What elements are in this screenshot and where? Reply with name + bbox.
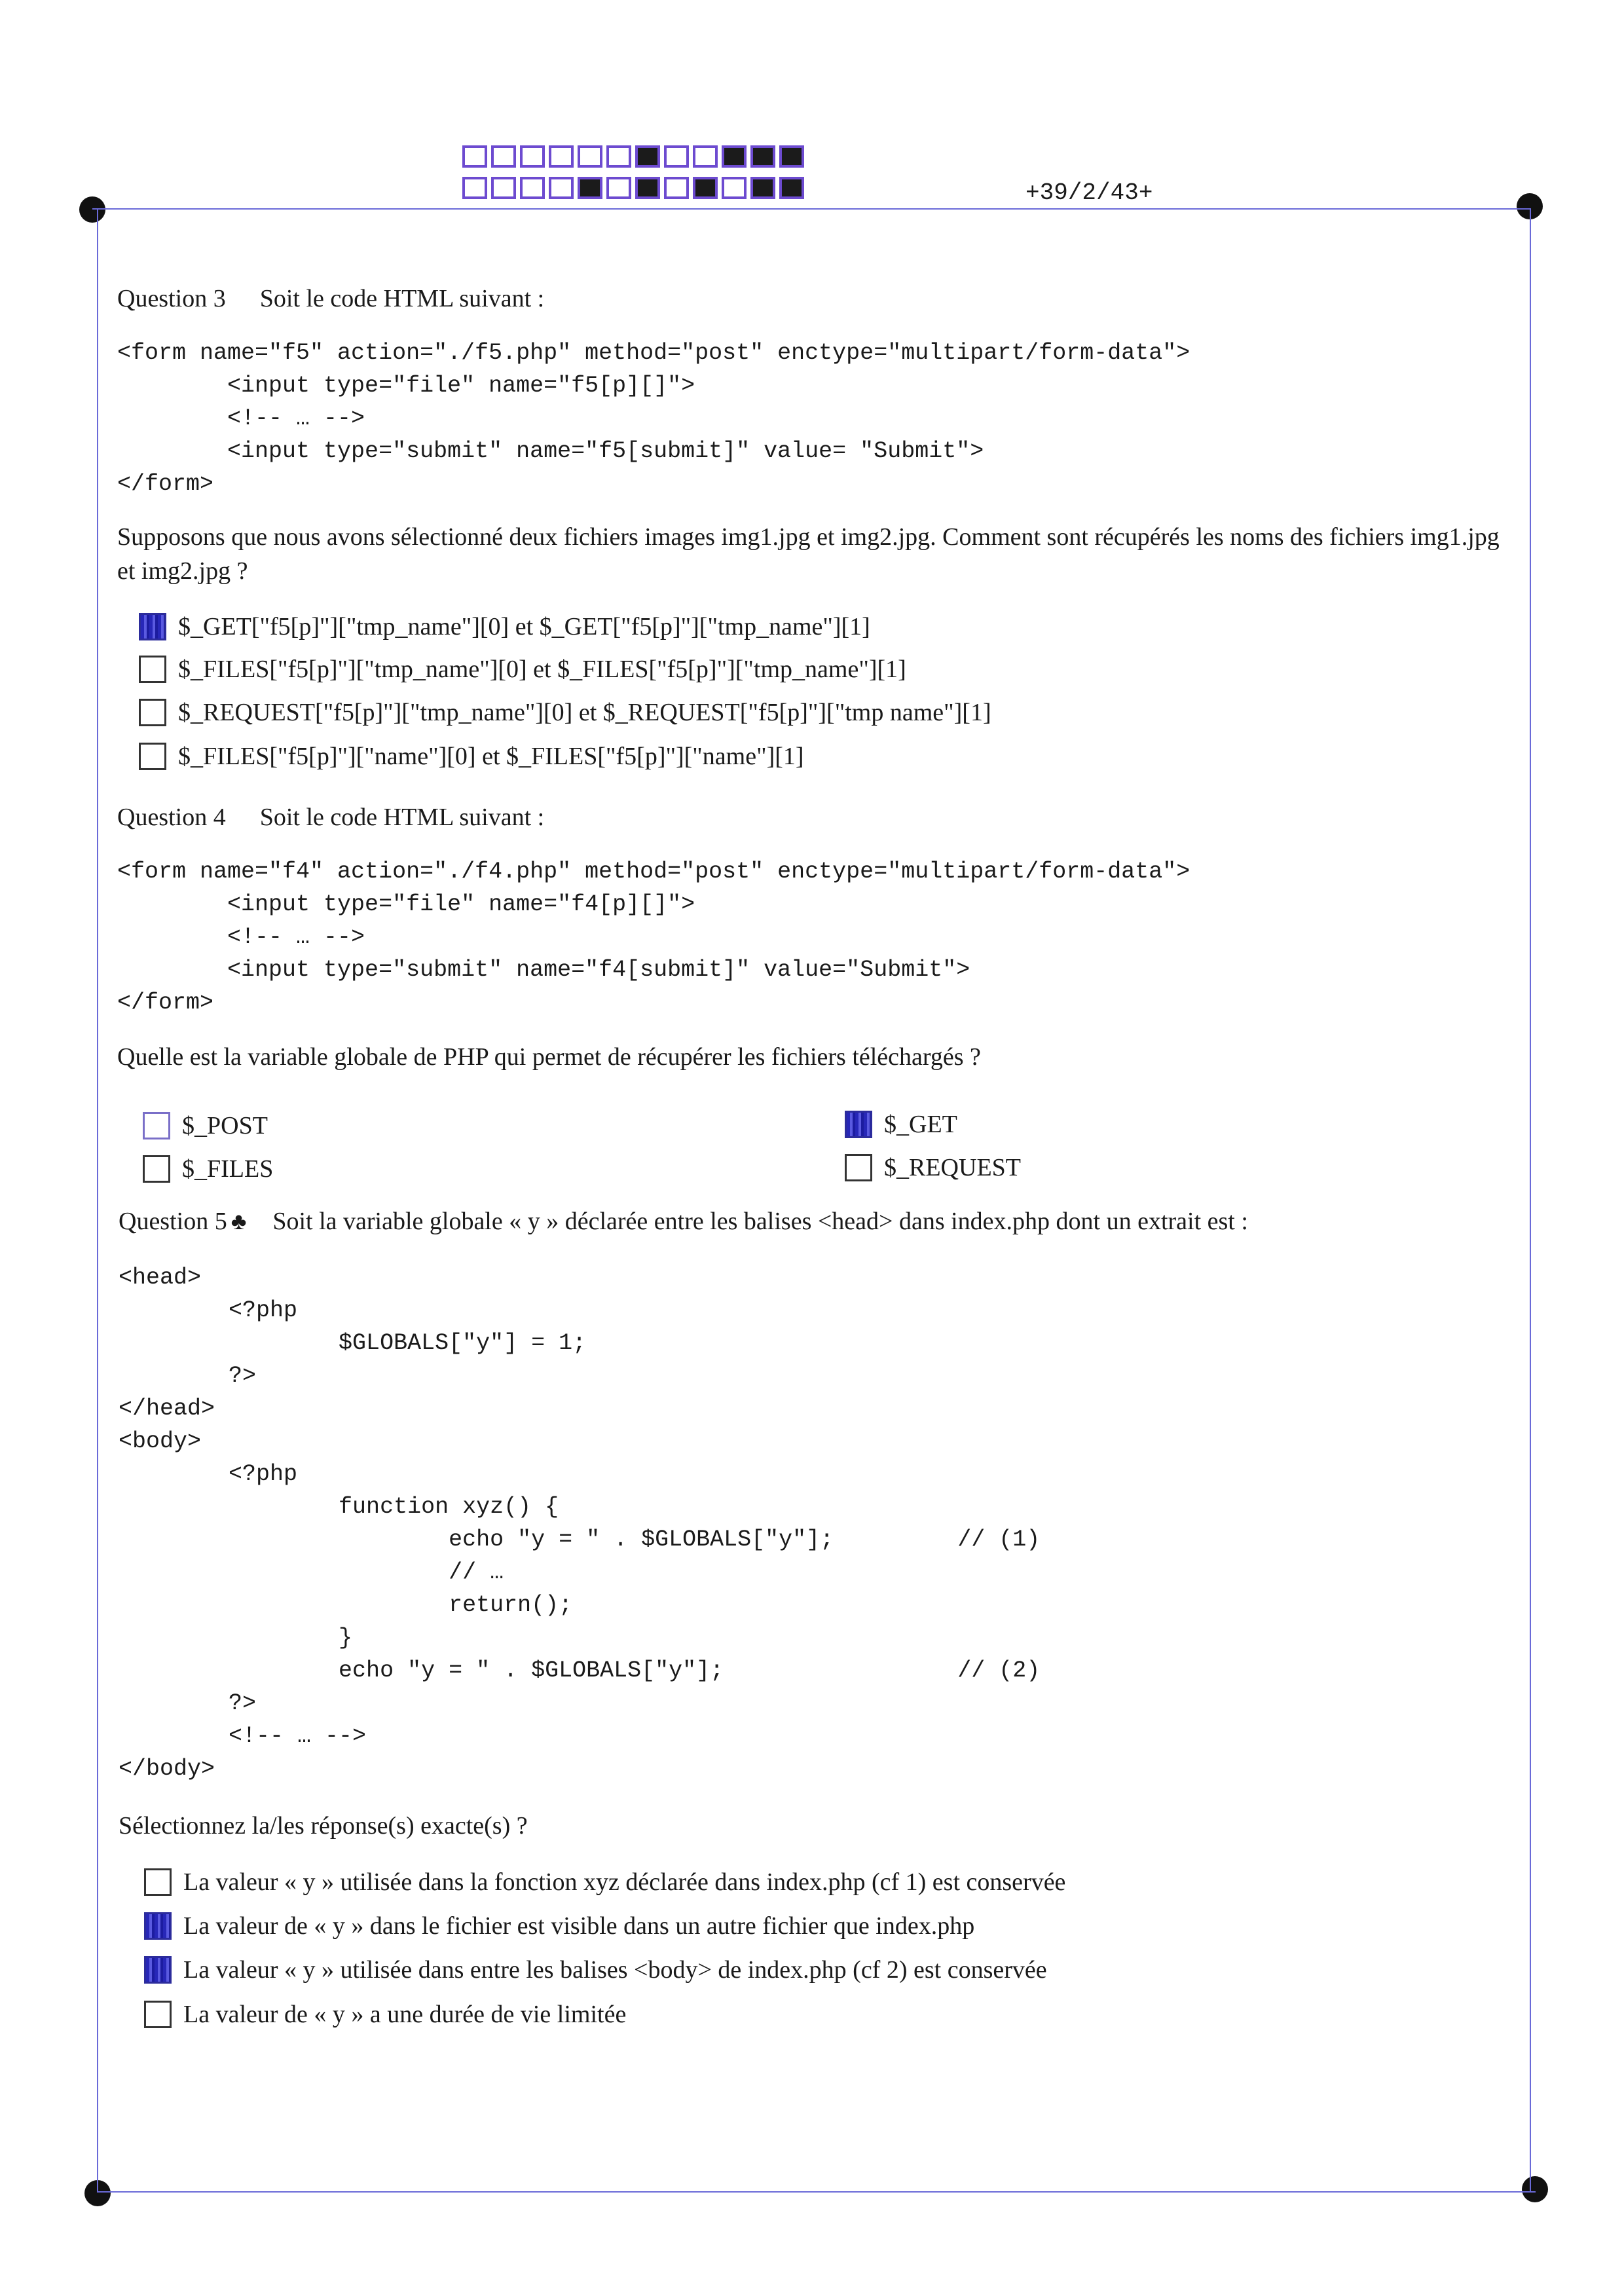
- barcode-cell: [549, 177, 574, 199]
- q5-choice-1-label: La valeur « y » utilisée dans la fonction xyz déclarée dans index.php (cf 1) est conservée: [183, 1868, 1066, 1896]
- q4-checkbox-post[interactable]: [143, 1112, 170, 1139]
- multiple-answer-club-icon: ♣: [231, 1208, 247, 1234]
- barcode-cell: [664, 145, 689, 168]
- page-id: +39/2/43+: [1025, 179, 1153, 206]
- barcode-cell: [635, 145, 660, 168]
- question-4-intro: Soit le code HTML suivant :: [259, 804, 545, 831]
- q5-choice-3-label: La valeur « y » utilisée dans entre les balises <body> de index.php (cf 2) est conservée: [183, 1956, 1047, 1984]
- frame-left: [97, 208, 98, 2193]
- question-4-header: [117, 803, 544, 832]
- barcode-cell: [722, 177, 747, 199]
- q5-choice-4[interactable]: [144, 2000, 626, 2029]
- q3-checkbox-1[interactable]: [139, 613, 166, 640]
- q4-choice-request-label: $_REQUEST: [884, 1154, 1021, 1181]
- q5-checkbox-1[interactable]: [144, 1868, 172, 1896]
- q3-choice-2[interactable]: [139, 655, 906, 684]
- barcode-cell: [693, 177, 718, 199]
- q5-choice-1[interactable]: [144, 1868, 1065, 1897]
- question-5-intro: Soit la variable globale « y » déclarée entre les balises <head> dans index.php dont un extrait est :: [272, 1208, 1248, 1235]
- question-5-header: [119, 1207, 1248, 1236]
- barcode-cell: [491, 145, 516, 168]
- q5-choice-3[interactable]: [144, 1955, 1047, 1984]
- barcode-cell: [750, 177, 775, 199]
- question-3-header: [117, 284, 544, 313]
- barcode-cell: [606, 177, 631, 199]
- question-3-intro: Soit le code HTML suivant :: [259, 285, 545, 312]
- q4-checkbox-request[interactable]: [845, 1154, 872, 1181]
- barcode-cell: [722, 145, 747, 168]
- barcode-cell: [578, 145, 602, 168]
- q5-checkbox-4[interactable]: [144, 2001, 172, 2028]
- question-5-code: <head> <?php $GLOBALS["y"] = 1; ?> </head> <body> <?php function xyz() { echo "y = " . $GLOBALS["y"]; // (1) // … return(); } echo "y = " . $GLOBALS["y"]; // (2) ?> <!-- … --> </body>: [119, 1265, 1041, 1782]
- question-5-label: Question 5: [119, 1208, 227, 1235]
- q4-choice-files[interactable]: [143, 1155, 273, 1183]
- question-5-text: Sélectionnez la/les réponse(s) exacte(s) ?: [119, 1812, 528, 1840]
- barcode-cell: [664, 177, 689, 199]
- barcode-cell: [693, 145, 718, 168]
- q4-choice-post-label: $_POST: [182, 1112, 268, 1139]
- frame-top: [92, 208, 1530, 210]
- barcode-row-2: [462, 177, 804, 199]
- q4-choice-files-label: $_FILES: [182, 1155, 274, 1183]
- q4-choice-request[interactable]: [845, 1153, 1021, 1182]
- q4-checkbox-files[interactable]: [143, 1155, 170, 1183]
- q3-choice-3-label: $_REQUEST["f5[p]"]["tmp_name"][0] et $_REQUEST["f5[p]"]["tmp name"][1]: [178, 699, 991, 726]
- barcode-row-1: [462, 145, 804, 168]
- barcode-cell: [462, 145, 487, 168]
- q3-checkbox-4[interactable]: [139, 743, 166, 770]
- barcode: [462, 145, 804, 199]
- q4-checkbox-get[interactable]: [845, 1111, 872, 1138]
- question-4-text: Quelle est la variable globale de PHP qui permet de récupérer les fichiers téléchargés ?: [117, 1043, 981, 1071]
- q3-checkbox-3[interactable]: [139, 699, 166, 726]
- q5-choice-2[interactable]: [144, 1912, 974, 1940]
- barcode-cell: [462, 177, 487, 199]
- q3-choice-1[interactable]: [139, 612, 870, 641]
- barcode-cell: [520, 177, 545, 199]
- question-3-code: <form name="f5" action="./f5.php" method="post" enctype="multipart/form-data"> <input type="file" name="f5[p][]"> <!-- … --> <input type="submit" name="f5[submit]" value= "Submit"> </form>: [117, 340, 1190, 497]
- barcode-cell: [549, 145, 574, 168]
- q4-choice-post[interactable]: [143, 1111, 268, 1140]
- corner-mark-top-left: [79, 196, 105, 223]
- q5-checkbox-3[interactable]: [144, 1956, 172, 1984]
- q5-checkbox-2[interactable]: [144, 1912, 172, 1940]
- question-4-label: Question 4: [117, 804, 226, 831]
- barcode-cell: [491, 177, 516, 199]
- barcode-cell: [635, 177, 660, 199]
- barcode-cell: [606, 145, 631, 168]
- barcode-cell: [779, 145, 804, 168]
- barcode-cell: [578, 177, 602, 199]
- q3-choice-4-label: $_FILES["f5[p]"]["name"][0] et $_FILES["f5[p]"]["name"][1]: [178, 743, 804, 770]
- q5-choice-2-label: La valeur de « y » dans le fichier est visible dans un autre fichier que index.php: [183, 1912, 975, 1940]
- barcode-cell: [520, 145, 545, 168]
- barcode-cell: [779, 177, 804, 199]
- question-3-label: Question 3: [117, 285, 226, 312]
- question-3-text: Supposons que nous avons sélectionné deux fichiers images img1.jpg et img2.jpg. Comment sont récupérés les noms des fichiers img1.jpg et img2.jpg ?: [117, 523, 1500, 585]
- q4-choice-get-label: $_GET: [884, 1111, 957, 1138]
- q3-choice-2-label: $_FILES["f5[p]"]["tmp_name"][0] et $_FILES["f5[p]"]["tmp_name"][1]: [178, 656, 906, 683]
- frame-bottom: [98, 2191, 1536, 2193]
- corner-mark-bottom-right: [1522, 2176, 1548, 2202]
- q3-checkbox-2[interactable]: [139, 656, 166, 683]
- q3-choice-3[interactable]: [139, 698, 991, 727]
- barcode-cell: [750, 145, 775, 168]
- question-4-code: <form name="f4" action="./f4.php" method="post" enctype="multipart/form-data"> <input type="file" name="f4[p][]"> <!-- … --> <input type="submit" name="f4[submit]" value="Submit"> </form>: [117, 859, 1190, 1016]
- q3-choice-4[interactable]: [139, 742, 804, 771]
- q4-choice-get[interactable]: [845, 1110, 957, 1139]
- q5-choice-4-label: La valeur de « y » a une durée de vie limitée: [183, 2001, 627, 2028]
- frame-right: [1530, 208, 1531, 2193]
- q3-choice-1-label: $_GET["f5[p]"]["tmp_name"][0] et $_GET["f5[p]"]["tmp_name"][1]: [178, 613, 870, 640]
